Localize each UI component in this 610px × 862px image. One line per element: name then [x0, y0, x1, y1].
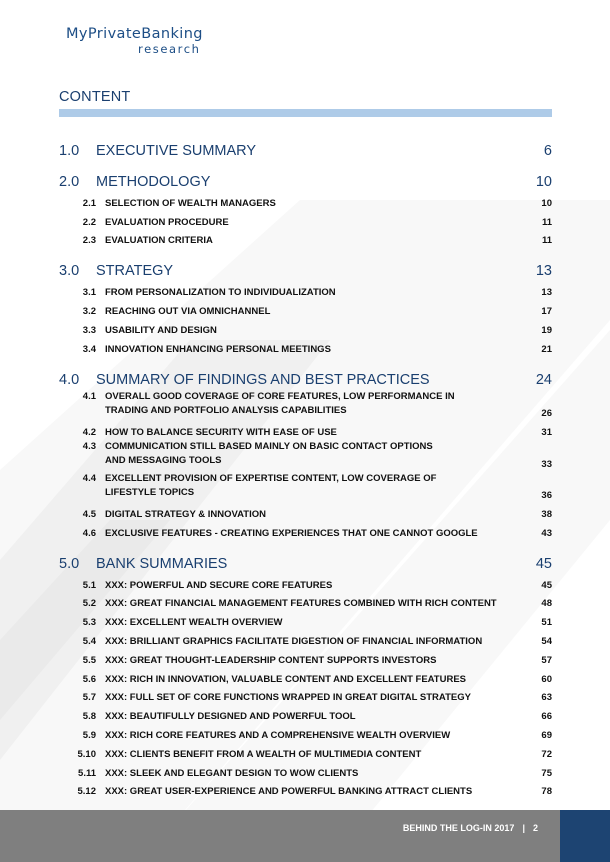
toc-subsection-title-block — [96, 654, 512, 668]
logo — [66, 26, 203, 56]
toc-section-page: 45 — [535, 555, 552, 572]
toc-subsection-page: 33 — [541, 458, 552, 470]
toc-subsection-title-block — [96, 440, 512, 468]
toc-subsection-page: 11 — [541, 235, 552, 247]
toc-subsection-title: XXX: GREAT USER-EXPERIENCE AND POWERFUL BANKING ATTRACT CLIENTS — [105, 786, 473, 798]
toc-section-row[interactable] — [59, 128, 552, 159]
toc-subsection-page: 45 — [541, 579, 552, 591]
toc-subsection-row[interactable] — [59, 421, 552, 440]
toc-subsection-title-block — [96, 324, 512, 338]
toc-subsection-row[interactable] — [59, 630, 552, 649]
toc-subsection-number: 5.1 — [82, 579, 96, 591]
toc-subsection-title-block — [96, 197, 512, 211]
toc-subsection-page: 78 — [541, 786, 552, 798]
toc-subsection-number: 2.3 — [82, 235, 96, 247]
toc-subsection-title: EXCELLENT PROVISION OF EXPERTISE CONTENT, LOW COVERAGE OF — [105, 472, 437, 484]
toc-subsection-title-block — [96, 216, 512, 230]
toc-subsection-title: OVERALL GOOD COVERAGE OF CORE FEATURES, LOW PERFORMANCE IN — [105, 390, 455, 402]
toc-subsection-title-line2: LIFESTYLE TOPICS — [105, 486, 195, 498]
toc-subsection-page: 10 — [541, 197, 552, 209]
toc-subsection-row[interactable] — [59, 781, 552, 800]
toc-subsection-page: 43 — [541, 527, 552, 539]
toc-subsection-row[interactable] — [59, 743, 552, 762]
toc-subsection-title: XXX: BRILLIANT GRAPHICS FACILITATE DIGESTION OF FINANCIAL INFORMATION — [105, 635, 483, 647]
toc-section-row[interactable] — [59, 541, 552, 572]
toc-subsection-title: USABILITY AND DESIGN — [105, 324, 217, 336]
toc-section-page: 13 — [535, 263, 552, 280]
toc-subsection-title-block — [96, 579, 512, 593]
toc-subsection-title: SELECTION OF WEALTH MANAGERS — [105, 197, 276, 209]
toc-subsection-row[interactable] — [59, 611, 552, 630]
toc-subsection-title-block — [96, 286, 512, 300]
logo-wordmark: MyPrivateBanking — [66, 26, 203, 42]
toc-subsection-number: 5.3 — [82, 617, 96, 629]
toc-subsection-row[interactable] — [59, 440, 552, 472]
toc-subsection-title: FROM PERSONALIZATION TO INDIVIDUALIZATION — [105, 287, 336, 299]
toc-subsection-number: 5.10 — [77, 748, 96, 760]
toc-subsection-number: 3.4 — [82, 343, 96, 355]
toc-subsection-page: 36 — [541, 490, 552, 502]
toc-subsection-row[interactable] — [59, 390, 552, 422]
toc-subsection-title-block — [96, 691, 512, 705]
toc-subsection-title-block — [96, 673, 512, 687]
footer-band — [0, 810, 560, 862]
toc-section-number: 4.0 — [59, 371, 80, 388]
toc-subsection-number: 5.11 — [78, 767, 96, 779]
toc-subsection-page: 54 — [541, 635, 552, 647]
toc-section-page: 10 — [535, 174, 552, 190]
toc-subsection-title-block — [96, 710, 512, 724]
toc-subsection-page: 26 — [541, 408, 552, 420]
toc-subsection-page: 63 — [541, 692, 552, 704]
toc-subsection-row[interactable] — [59, 281, 552, 300]
footer-accent-block — [560, 810, 610, 862]
toc-subsection-title-line2: AND MESSAGING TOOLS — [105, 454, 222, 466]
toc-section-number: 1.0 — [59, 143, 80, 159]
toc-subsection-title: XXX: RICH CORE FEATURES AND A COMPREHENSIVE WEALTH OVERVIEW — [105, 729, 451, 741]
toc-subsection-row[interactable] — [59, 705, 552, 724]
toc-subsection-title-block — [96, 472, 512, 500]
toc-subsection-title: COMMUNICATION STILL BASED MAINLY ON BASIC CONTACT OPTIONS — [105, 440, 433, 452]
toc-subsection-title-block — [96, 729, 512, 743]
toc-subsection-title: DIGITAL STRATEGY & INNOVATION — [105, 508, 266, 520]
toc-section-title: BANK SUMMARIES — [96, 555, 228, 572]
toc-subsection-number: 4.1 — [82, 390, 96, 402]
toc-subsection-title-block — [96, 616, 512, 630]
toc-subsection-number: 3.3 — [82, 324, 96, 336]
toc-subsection-row[interactable] — [59, 593, 552, 612]
toc-subsection-number: 4.5 — [82, 508, 96, 520]
toc-subsection-page: 31 — [541, 426, 552, 438]
toc-subsection-number: 3.1 — [82, 287, 96, 299]
toc-subsection-number: 5.12 — [77, 786, 96, 798]
toc-subsection-number: 5.8 — [82, 711, 96, 723]
logo-subtitle: research — [138, 42, 201, 56]
toc-subsection-title-block — [96, 767, 512, 781]
footer-label — [403, 823, 538, 833]
toc-section-row[interactable] — [59, 248, 552, 279]
toc-subsection-number: 2.2 — [82, 216, 96, 228]
toc-section-number: 3.0 — [59, 263, 80, 280]
toc-subsection-page: 38 — [541, 508, 552, 520]
toc-subsection-row[interactable] — [59, 649, 552, 668]
toc-subsection-title-line2: TRADING AND PORTFOLIO ANALYSIS CAPABILITIES — [105, 404, 347, 416]
toc-subsection-page: 51 — [541, 617, 552, 629]
toc-subsection-title: XXX: BEAUTIFULLY DESIGNED AND POWERFUL TOOL — [105, 711, 356, 723]
toc-subsection-title-block — [96, 343, 512, 357]
toc-subsection-row[interactable] — [59, 687, 552, 706]
title-underline-bar — [59, 109, 552, 117]
toc-section-row[interactable] — [59, 159, 552, 190]
footer-separator: | — [522, 823, 525, 833]
toc-subsection-row[interactable] — [59, 230, 552, 249]
toc-subsection-title: XXX: POWERFUL AND SECURE CORE FEATURES — [105, 579, 333, 591]
toc-subsection-title-block — [96, 527, 512, 541]
toc-subsection-title-block — [96, 390, 512, 418]
toc-subsection-number: 5.9 — [82, 729, 96, 741]
toc-subsection-title: HOW TO BALANCE SECURITY WITH EASE OF USE — [105, 426, 337, 438]
toc-subsection-title-block — [96, 305, 512, 319]
toc-subsection-title: XXX: CLIENTS BENEFIT FROM A WEALTH OF MULTIMEDIA CONTENT — [105, 748, 422, 760]
toc-subsection-row[interactable] — [59, 472, 552, 504]
table-of-contents — [59, 128, 552, 799]
toc-subsection-page: 72 — [541, 748, 552, 760]
toc-subsection-row[interactable] — [59, 338, 552, 357]
toc-section-title: EXECUTIVE SUMMARY — [96, 143, 257, 159]
toc-subsection-title: XXX: GREAT FINANCIAL MANAGEMENT FEATURES COMBINED WITH RICH CONTENT — [105, 598, 497, 610]
toc-subsection-title: XXX: EXCELLENT WEALTH OVERVIEW — [105, 617, 283, 629]
toc-subsection-number: 5.5 — [82, 654, 96, 666]
toc-section-row[interactable] — [59, 357, 552, 388]
toc-subsection-title: XXX: FULL SET OF CORE FUNCTIONS WRAPPED IN GREAT DIGITAL STRATEGY — [105, 692, 471, 704]
toc-subsection-title-block — [96, 785, 512, 799]
toc-subsection-number: 5.6 — [82, 673, 96, 685]
toc-subsection-title-block — [96, 426, 512, 440]
toc-section-title: STRATEGY — [96, 263, 174, 280]
toc-subsection-page: 17 — [541, 305, 552, 317]
page-number: 2 — [532, 823, 538, 833]
toc-subsection-title: EVALUATION CRITERIA — [105, 235, 213, 247]
toc-section-page: 24 — [535, 371, 552, 388]
toc-subsection-row[interactable] — [59, 762, 552, 781]
toc-subsection-title: INNOVATION ENHANCING PERSONAL MEETINGS — [105, 343, 331, 355]
toc-subsection-row[interactable] — [59, 192, 552, 211]
toc-subsection-row[interactable] — [59, 300, 552, 319]
toc-subsection-title: XXX: RICH IN INNOVATION, VALUABLE CONTENT AND EXCELLENT FEATURES — [105, 673, 467, 685]
toc-subsection-title-block — [96, 597, 512, 611]
toc-section-page: 6 — [543, 143, 552, 159]
toc-subsection-number: 4.4 — [82, 472, 96, 484]
toc-subsection-number: 2.1 — [82, 197, 96, 209]
toc-subsection-title-block — [96, 635, 512, 649]
toc-subsection-page: 60 — [541, 673, 552, 685]
toc-subsection-page: 57 — [541, 654, 552, 666]
toc-subsection-number: 4.6 — [82, 527, 96, 539]
toc-subsection-number: 5.2 — [82, 598, 96, 610]
page-title: CONTENT — [59, 89, 131, 105]
toc-subsection-number: 5.7 — [82, 692, 96, 704]
toc-subsection-page: 11 — [541, 216, 552, 228]
toc-subsection-page: 69 — [541, 729, 552, 741]
toc-subsection-page: 13 — [541, 287, 552, 299]
toc-subsection-title-block — [96, 508, 512, 522]
toc-subsection-title-block — [96, 748, 512, 762]
toc-subsection-page: 66 — [541, 711, 552, 723]
toc-section-title: SUMMARY OF FINDINGS AND BEST PRACTICES — [96, 371, 430, 388]
toc-subsection-title: XXX: SLEEK AND ELEGANT DESIGN TO WOW CLIENTS — [105, 767, 359, 779]
toc-subsection-page: 75 — [541, 767, 552, 779]
toc-subsection-row[interactable] — [59, 724, 552, 743]
toc-subsection-row[interactable] — [59, 211, 552, 230]
toc-subsection-title: REACHING OUT VIA OMNICHANNEL — [105, 305, 271, 317]
toc-section-number: 5.0 — [59, 555, 80, 572]
toc-subsection-page: 48 — [541, 598, 552, 610]
toc-subsection-page: 21 — [541, 343, 552, 355]
toc-subsection-title: EVALUATION PROCEDURE — [105, 216, 229, 228]
toc-subsection-title: EXCLUSIVE FEATURES - CREATING EXPERIENCES THAT ONE CANNOT GOOGLE — [105, 527, 478, 539]
toc-subsection-row[interactable] — [59, 319, 552, 338]
toc-section-number: 2.0 — [59, 174, 80, 190]
footer-title: BEHIND THE LOG-IN 2017 — [402, 823, 515, 833]
toc-subsection-row[interactable] — [59, 503, 552, 522]
toc-subsection-number: 4.2 — [82, 426, 96, 438]
toc-subsection-title-block — [96, 234, 512, 248]
toc-subsection-number: 3.2 — [82, 305, 96, 317]
toc-subsection-row[interactable] — [59, 574, 552, 593]
toc-subsection-row[interactable] — [59, 668, 552, 687]
toc-subsection-page: 19 — [541, 324, 552, 336]
toc-subsection-row[interactable] — [59, 522, 552, 541]
toc-section-title: METHODOLOGY — [96, 174, 211, 190]
toc-subsection-title: XXX: GREAT THOUGHT-LEADERSHIP CONTENT SUPPORTS INVESTORS — [105, 654, 437, 666]
toc-subsection-number: 4.3 — [82, 440, 96, 452]
toc-subsection-number: 5.4 — [82, 635, 96, 647]
